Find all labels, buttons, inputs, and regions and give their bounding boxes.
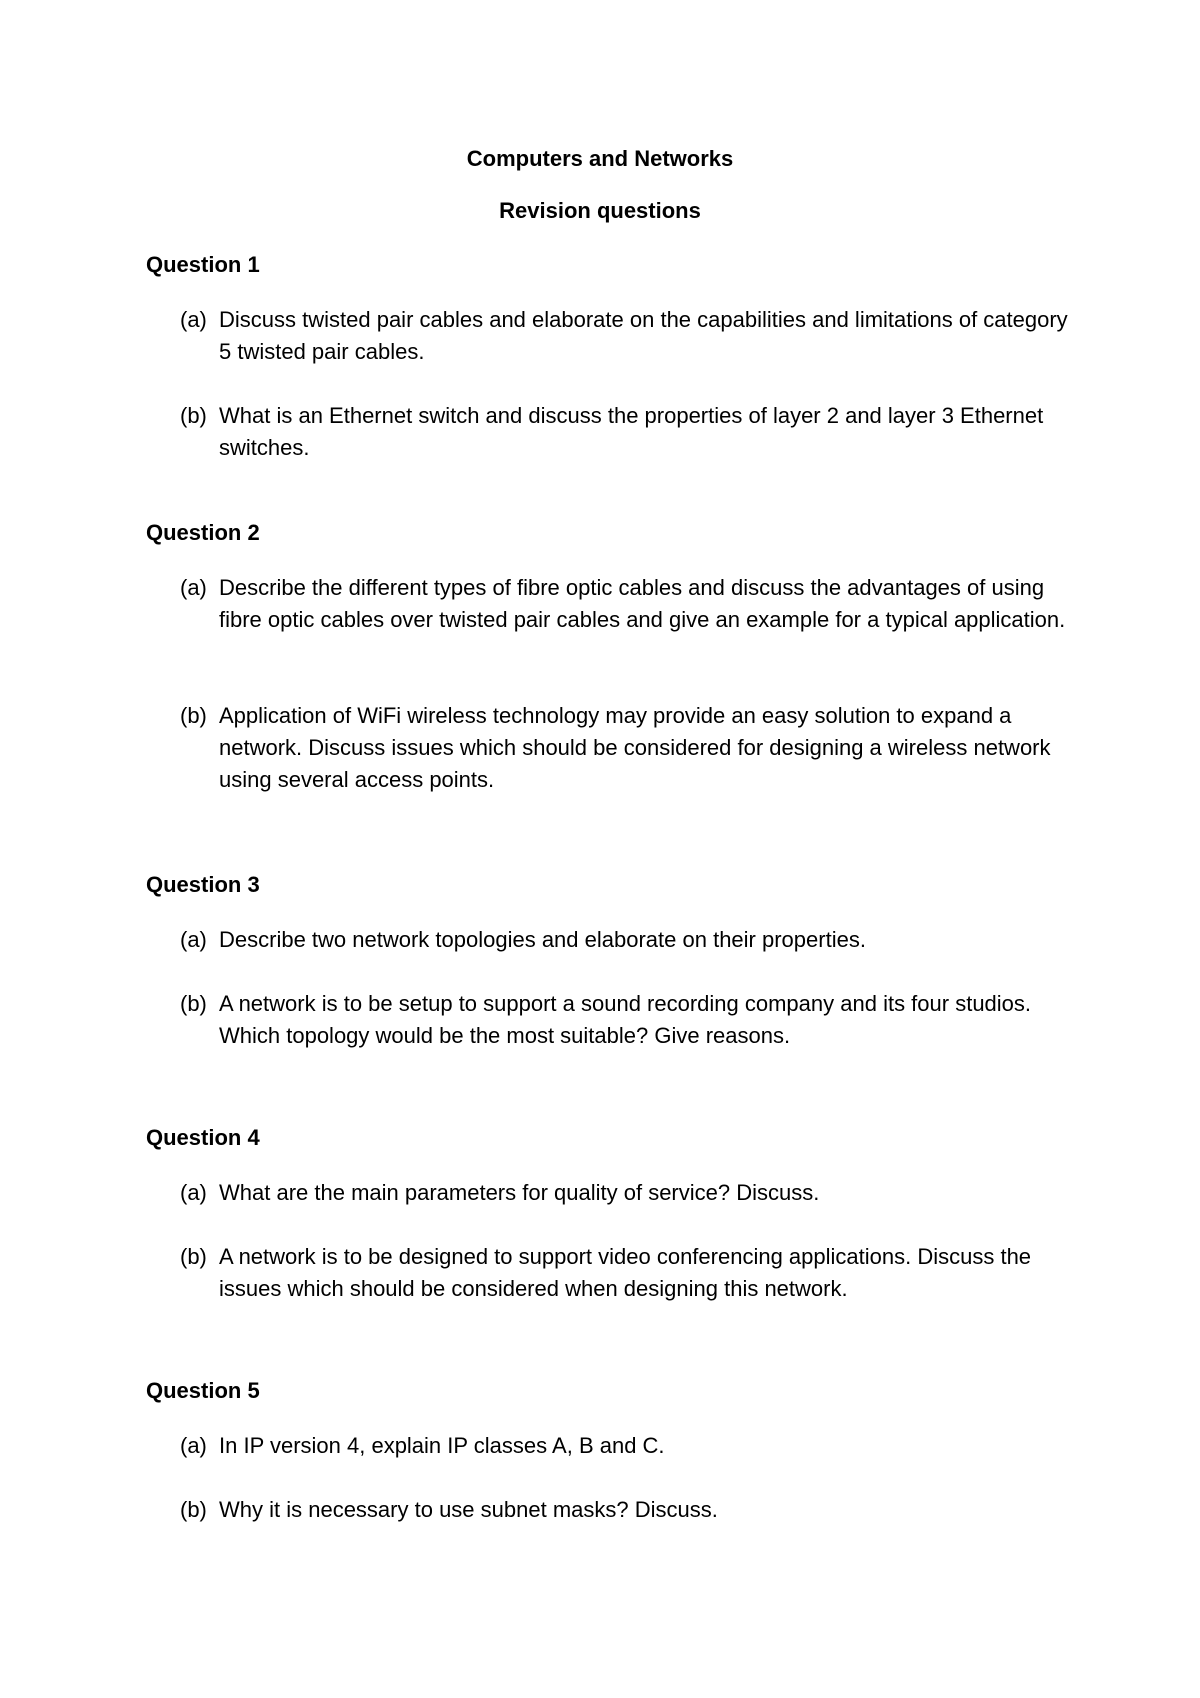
question-part <box>180 1494 1080 1526</box>
part-marker: (b) <box>180 991 207 1016</box>
part-marker: (a) <box>180 1180 207 1205</box>
question-heading: Question 5 <box>146 1378 260 1403</box>
part-marker: (b) <box>180 703 207 728</box>
document-title: Computers and Networks <box>466 146 734 171</box>
part-text: Discuss twisted pair cables and elaborate on the capabilities and limitations of category 5 twisted pair cables. <box>219 307 1068 364</box>
question-heading: Question 4 <box>146 1125 260 1150</box>
question-part <box>180 1177 1080 1209</box>
part-marker: (b) <box>180 1497 207 1522</box>
question-part <box>180 400 1080 464</box>
question-heading: Question 2 <box>146 520 260 545</box>
question-part <box>180 988 1080 1052</box>
part-text: What are the main parameters for quality of service? Discuss. <box>219 1180 820 1205</box>
part-text: In IP version 4, explain IP classes A, B and C. <box>219 1433 665 1458</box>
part-marker: (a) <box>180 575 207 600</box>
part-marker: (a) <box>180 1433 207 1458</box>
part-text: Why it is necessary to use subnet masks? Discuss. <box>219 1497 718 1522</box>
part-marker: (a) <box>180 927 207 952</box>
question-heading: Question 3 <box>146 872 260 897</box>
question-part <box>180 1430 1080 1462</box>
part-marker: (b) <box>180 403 207 428</box>
question-part <box>180 1241 1080 1305</box>
part-text: A network is to be setup to support a sound recording company and its four studios. Which topology would be the most suitable? Give reasons. <box>219 991 1032 1048</box>
document-subtitle: Revision questions <box>499 198 701 223</box>
question-part <box>180 924 1080 956</box>
part-marker: (b) <box>180 1244 207 1269</box>
question-part <box>180 572 1080 636</box>
question-part <box>180 700 1080 796</box>
part-text: Describe the different types of fibre optic cables and discuss the advantages of using fibre optic cables over twisted pair cables and give an example for a typical application. <box>219 575 1066 632</box>
question-part <box>180 304 1080 368</box>
part-text: Application of WiFi wireless technology may provide an easy solution to expand a network. Discuss issues which should be considered for designing a wireless network using several access points. <box>219 703 1051 792</box>
part-text: Describe two network topologies and elaborate on their properties. <box>219 927 866 952</box>
part-marker: (a) <box>180 307 207 332</box>
part-text: A network is to be designed to support video conferencing applications. Discuss the issues which should be considered when designing this network. <box>219 1244 1032 1301</box>
question-heading: Question 1 <box>146 252 260 277</box>
part-text: What is an Ethernet switch and discuss the properties of layer 2 and layer 3 Ethernet switches. <box>219 403 1044 460</box>
